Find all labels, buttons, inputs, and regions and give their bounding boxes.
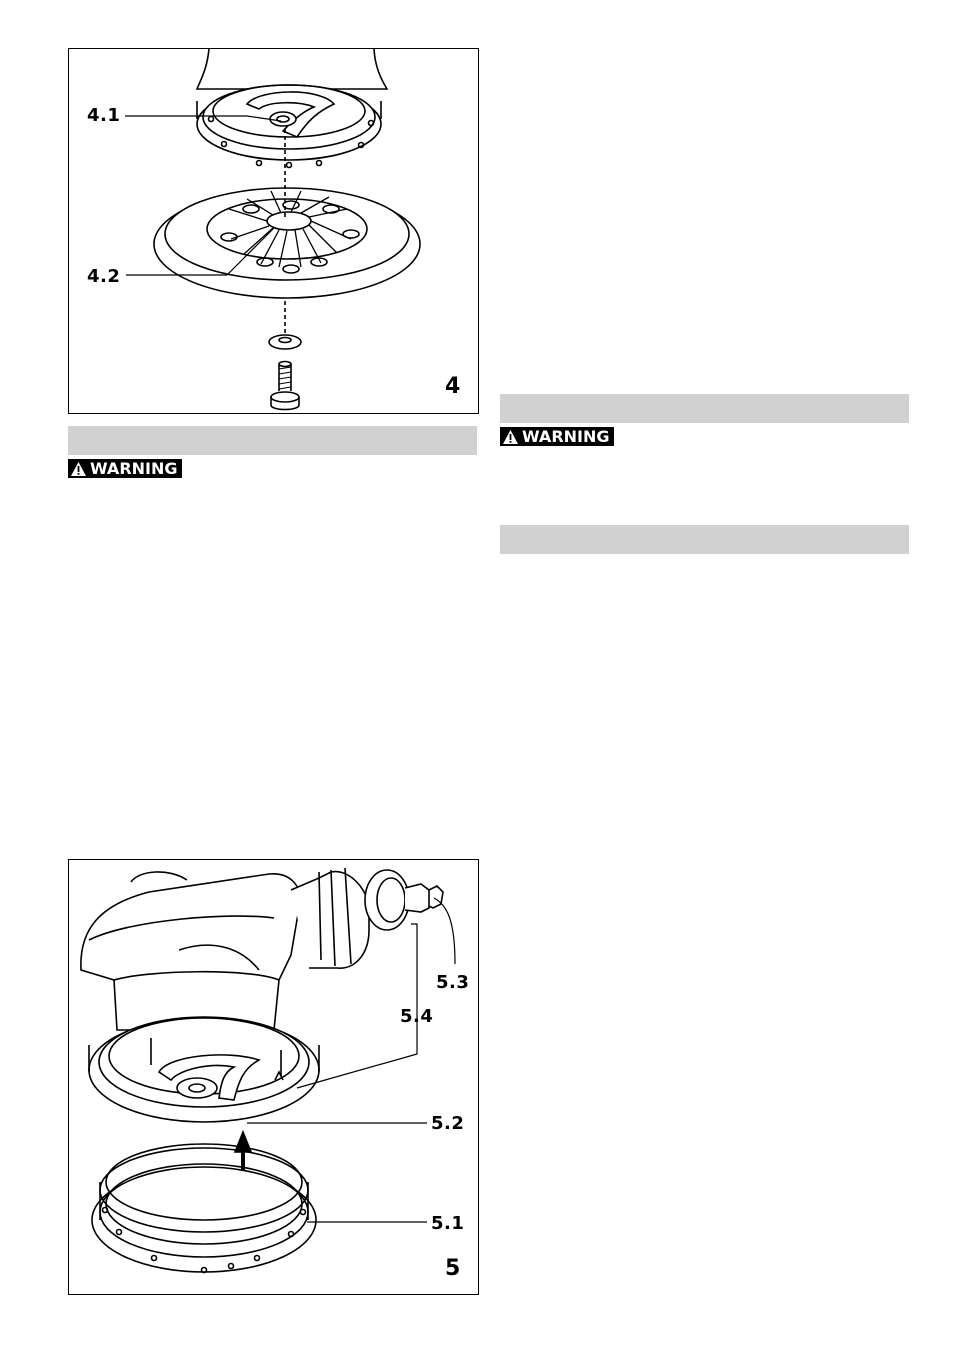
warning-text-left: WARNING <box>90 459 178 478</box>
callout-5-3: 5.3 <box>436 972 470 993</box>
callout-5-4: 5.4 <box>400 1006 434 1027</box>
warning-text-right: WARNING <box>522 427 610 446</box>
figure-4 <box>68 48 479 414</box>
callout-4-1: 4.1 <box>87 105 121 126</box>
callout-5-2: 5.2 <box>431 1113 465 1134</box>
callout-5-1: 5.1 <box>431 1213 465 1234</box>
warning-label-right <box>500 427 614 446</box>
warning-triangle-icon <box>70 461 87 477</box>
figure-5-number: 5 <box>445 1256 461 1281</box>
section-heading-bar-right-2 <box>500 525 909 554</box>
figure-4-number: 4 <box>445 374 461 399</box>
section-heading-bar-right-1 <box>500 394 909 423</box>
figure-5 <box>68 859 479 1295</box>
warning-label-left <box>68 459 182 478</box>
warning-triangle-icon <box>502 429 519 445</box>
section-heading-bar-left <box>68 426 477 455</box>
figure-5-illustration <box>69 860 480 1296</box>
figure-4-illustration <box>69 49 480 415</box>
callout-4-2: 4.2 <box>87 266 121 287</box>
